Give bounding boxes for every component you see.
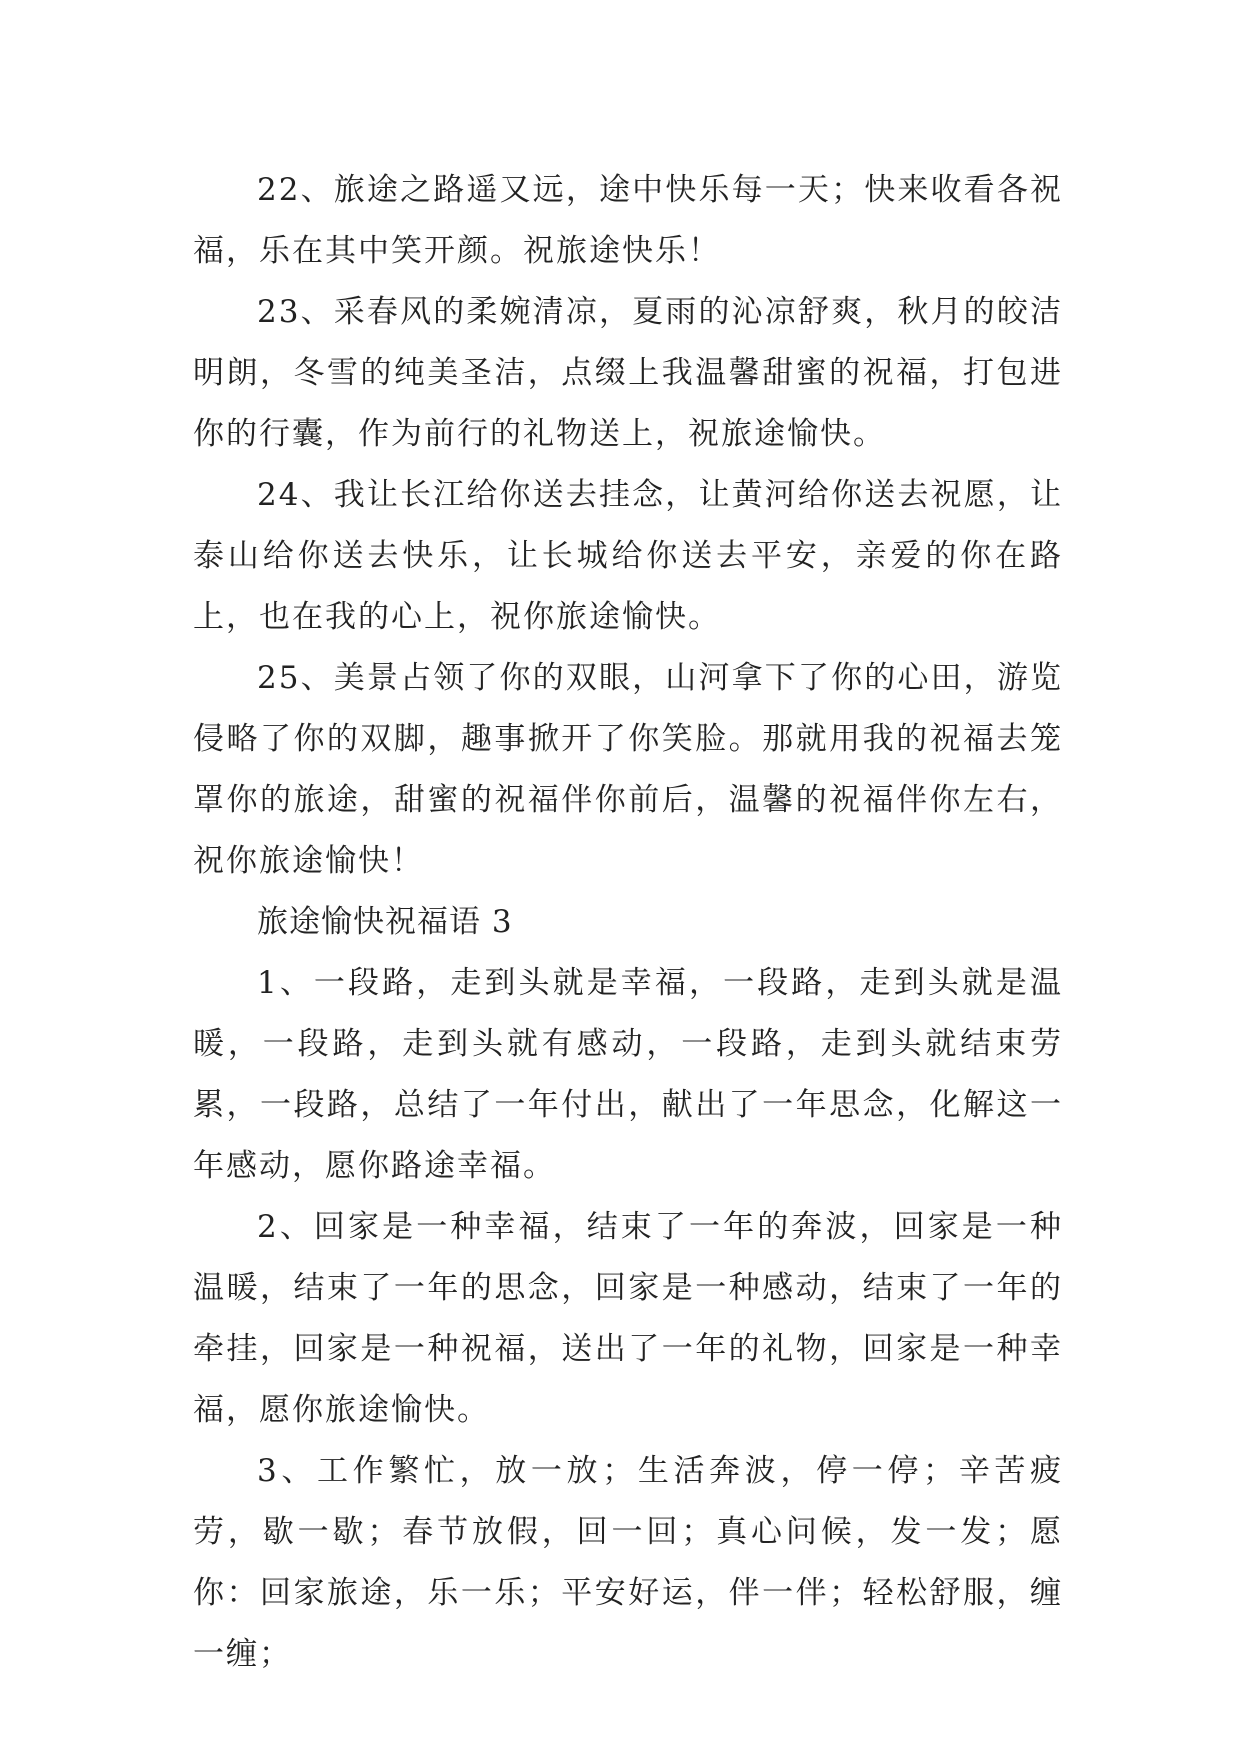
paragraph-2: 2、回家是一种幸福，结束了一年的奔波，回家是一种温暖，结束了一年的思念，回家是一种感动，结束了一年的牵挂，回家是一种祝福，送出了一年的礼物，回家是一种幸福，愿你旅途愉快。 [193, 1209, 1063, 1428]
document-body [193, 160, 1063, 1685]
paragraph-1: 1、一段路，走到头就是幸福，一段路，走到头就是温暖，一段路，走到头就有感动，一段路，走到头就结束劳累，一段路，总结了一年付出，献出了一年思念，化解这一年感动，愿你路途幸福。 [193, 965, 1063, 1184]
paragraph-22: 22、旅途之路遥又远，途中快乐每一天；快来收看各祝福，乐在其中笑开颜。祝旅途快乐！ [193, 172, 1063, 269]
section-heading: 旅途愉快祝福语 3 [257, 904, 513, 940]
paragraph-24: 24、我让长江给你送去挂念，让黄河给你送去祝愿，让泰山给你送去快乐，让长城给你送去平安，亲爱的你在路上，也在我的心上，祝你旅途愉快。 [193, 477, 1063, 635]
paragraph-25: 25、美景占领了你的双眼，山河拿下了你的心田，游览侵略了你的双脚，趣事掀开了你笑脸。那就用我的祝福去笼罩你的旅途，甜蜜的祝福伴你前后，温馨的祝福伴你左右，祝你旅途愉快！ [193, 660, 1063, 879]
paragraph-23: 23、采春风的柔婉清凉，夏雨的沁凉舒爽，秋月的皎洁明朗，冬雪的纯美圣洁，点缀上我温馨甜蜜的祝福，打包进你的行囊，作为前行的礼物送上，祝旅途愉快。 [193, 294, 1063, 452]
paragraph-3: 3、工作繁忙，放一放；生活奔波，停一停；辛苦疲劳，歇一歇；春节放假，回一回；真心问候，发一发；愿你：回家旅途，乐一乐；平安好运，伴一伴；轻松舒服，缠一缠； [193, 1453, 1063, 1672]
